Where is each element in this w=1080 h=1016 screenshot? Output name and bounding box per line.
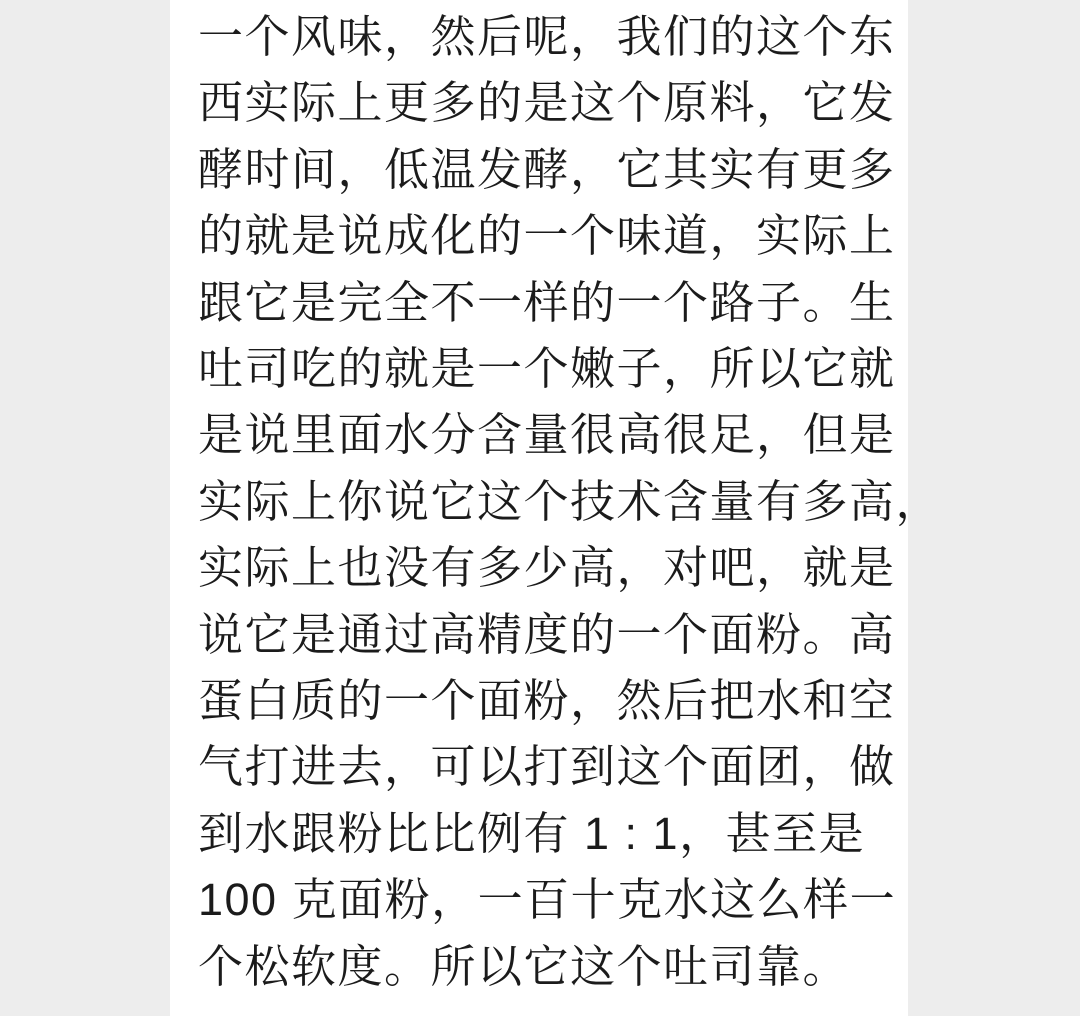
transcript-line: 实际上也没有多少高，对吧，就是 xyxy=(198,542,896,594)
transcript-line: 说它是通过高精度的一个面粉。高 xyxy=(198,608,896,660)
transcript-line: 的就是说成化的一个味道，实际上 xyxy=(198,210,896,262)
transcript-line: 气打进去，可以打到这个面团，做 xyxy=(198,741,896,793)
transcript-line: 跟它是完全不一样的一个路子。生 xyxy=(198,276,896,328)
transcript-line: 实际上你说它这个技术含量有多高， xyxy=(198,475,943,527)
transcript-line: 100 克面粉，一百十克水这么样一 xyxy=(198,874,897,926)
transcript-line: 一个风味，然后呢，我们的这个东 xyxy=(198,11,896,62)
text-panel xyxy=(170,0,943,1016)
transcript-line: 蛋白质的一个面粉，然后把水和空 xyxy=(198,675,896,727)
transcript-line: 酵时间，低温发酵，它其实有更多 xyxy=(198,143,896,195)
transcript-line: 西实际上更多的是这个原料，它发 xyxy=(198,77,896,129)
transcript-line: 是说里面水分含量很高很足，但是 xyxy=(198,409,896,461)
transcript-line: 到水跟粉比比例有 1 : 1，甚至是 xyxy=(198,807,866,859)
transcript-line: 吐司吃的就是一个嫩子，所以它就 xyxy=(198,343,896,395)
transcript-line: 个松软度。所以它这个吐司靠。 xyxy=(198,940,850,992)
